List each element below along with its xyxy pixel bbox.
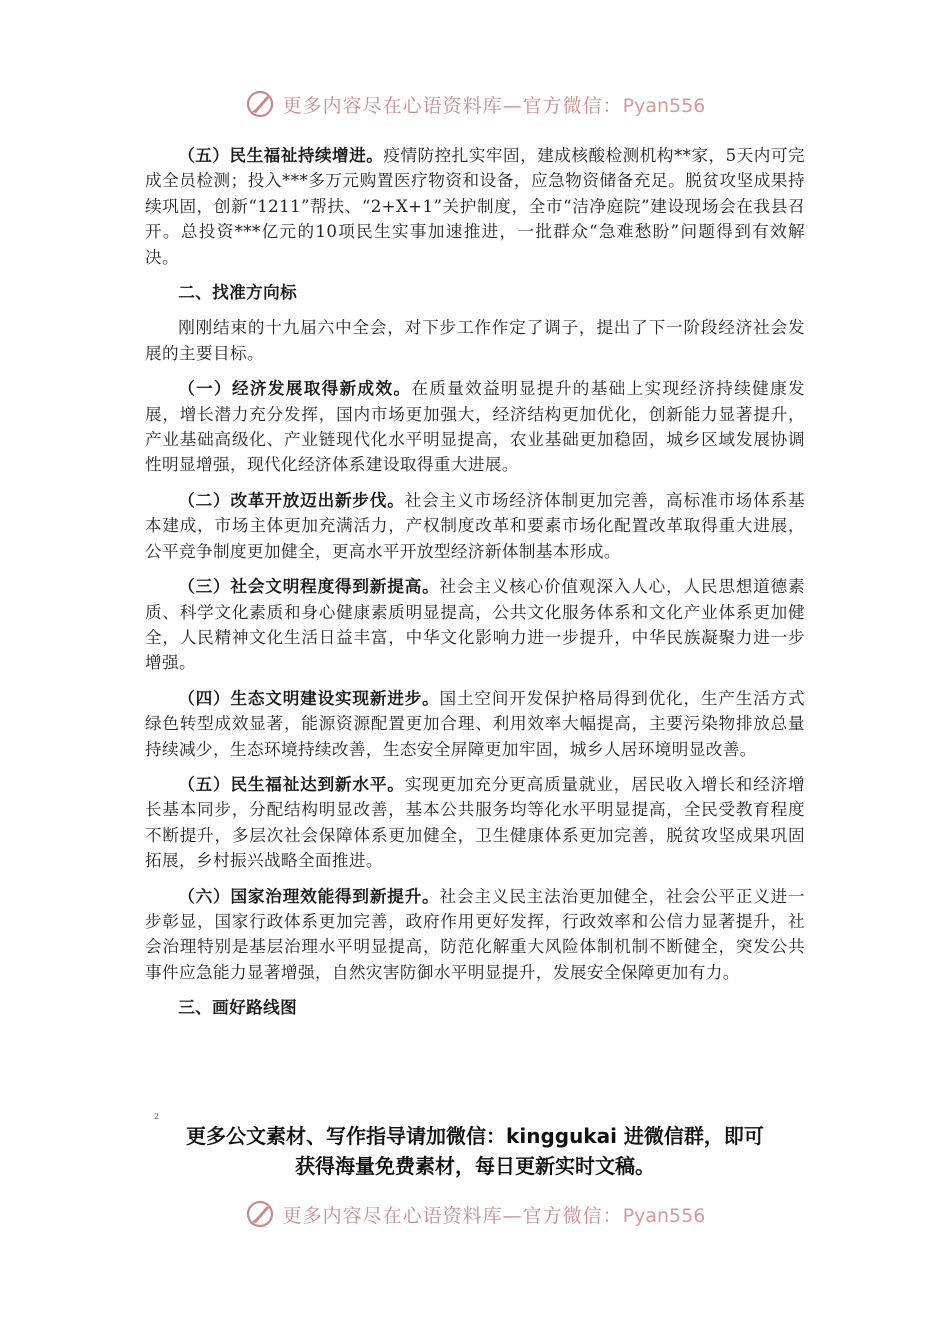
footer-watermark bbox=[0, 1194, 950, 1234]
watermark-text: 更多内容尽在心语资料库—官方微信：Pyan556 bbox=[282, 94, 706, 117]
page-marker: 2 bbox=[154, 1112, 160, 1121]
quill-logo-icon bbox=[245, 89, 275, 119]
promo-line-1: 更多公文素材、写作指导请加微信：kinggukai 进微信群，即可 bbox=[186, 1124, 764, 1148]
paragraph-livelihood: （五）民生福祉持续增进。疫情防控扎实牢固，建成核酸检测机构**家，5天内可完成全员检测；投入***多万元购置医疗物资和设备，应急物资储备充足。脱贫攻坚成果持续巩固，创新“1211”帮扶、“2+X+1”关护制度，全市“洁净庭院”建设现场会在我县召开。总投资***亿元的10项民生实事加速推进，一批群众“急难愁盼”问题得到有效解决。 bbox=[145, 146, 805, 267]
goal-item-4: （四）生态文明建设实现新进步。国土空间开发保护格局得到优化，生产生活方式绿色转型成效显著，能源资源配置更加合理、利用效率大幅提高，主要污染物排放总量持续减少，生态环境持续改善，生态安全屏障更加牢固，城乡人居环境明显改善。 bbox=[145, 688, 806, 759]
promo-banner bbox=[150, 1121, 800, 1181]
watermark-text: 更多内容尽在心语资料库—官方微信：Pyan556 bbox=[282, 1204, 706, 1227]
section-heading-3: 三、画好路线图 bbox=[178, 998, 298, 1018]
goal-item-6: （六）国家治理效能得到新提升。社会主义民主法治更加健全，社会公平正义进一步彰显，国家行政体系更加完善，政府作用更好发挥，行政效率和公信力显著提升，社会治理特别是基层治理水平明显提高，防范化解重大风险体制机制不断健全，突发公共事件应急能力显著增强，自然灾害防御水平明显提升，发展安全保障更加有力。 bbox=[145, 886, 806, 982]
goal-item-2: （二）改革开放迈出新步伐。社会主义市场经济体制更加完善，高标准市场体系基本建成，市场主体更加充满活力，产权制度改革和要素市场化配置改革取得重大进展，公平竞争制度更加健全，更高水平开放型经济新体制基本形成。 bbox=[145, 490, 806, 561]
promo-line-2: 获得海量免费素材，每日更新实时文稿。 bbox=[295, 1154, 655, 1178]
section-2-intro: 刚刚结束的十九届六中全会，对下步工作作定了调子，提出了下一阶段经济社会发展的主要目标。 bbox=[145, 318, 805, 363]
goal-item-3: （三）社会文明程度得到新提高。社会主义核心价值观深入人心，人民思想道德素质、科学文化素质和身心健康素质明显提高，公共文化服务体系和文化产业体系更加健全，人民精神文化生活日益丰富，中华文化影响力进一步提升，中华民族凝聚力进一步增强。 bbox=[145, 577, 806, 673]
quill-logo-icon bbox=[245, 1199, 275, 1229]
section-heading-2: 二、找准方向标 bbox=[178, 283, 298, 303]
goal-item-5: （五）民生福祉达到新水平。实现更加充分更高质量就业，居民收入增长和经济增长基本同步，分配结构明显改善，基本公共服务均等化水平明显提高，全民受教育程度不断提升，多层次社会保障体系更加健全，卫生健康体系更加完善，脱贫攻坚成果巩固拓展，乡村振兴战略全面推进。 bbox=[145, 774, 806, 871]
goal-item-1: （一）经济发展取得新成效。在质量效益明显提升的基础上实现经济持续健康发展，增长潜力充分发挥，国内市场更加强大，经济结构更加优化，创新能力显著提升，产业基础高级化、产业链现代化水平明显提高，农业基础更加稳固，城乡区域发展协调性明显增强，现代化经济体系建设取得重大进展。 bbox=[145, 379, 805, 475]
header-watermark bbox=[0, 84, 950, 124]
document-body bbox=[145, 143, 805, 1031]
